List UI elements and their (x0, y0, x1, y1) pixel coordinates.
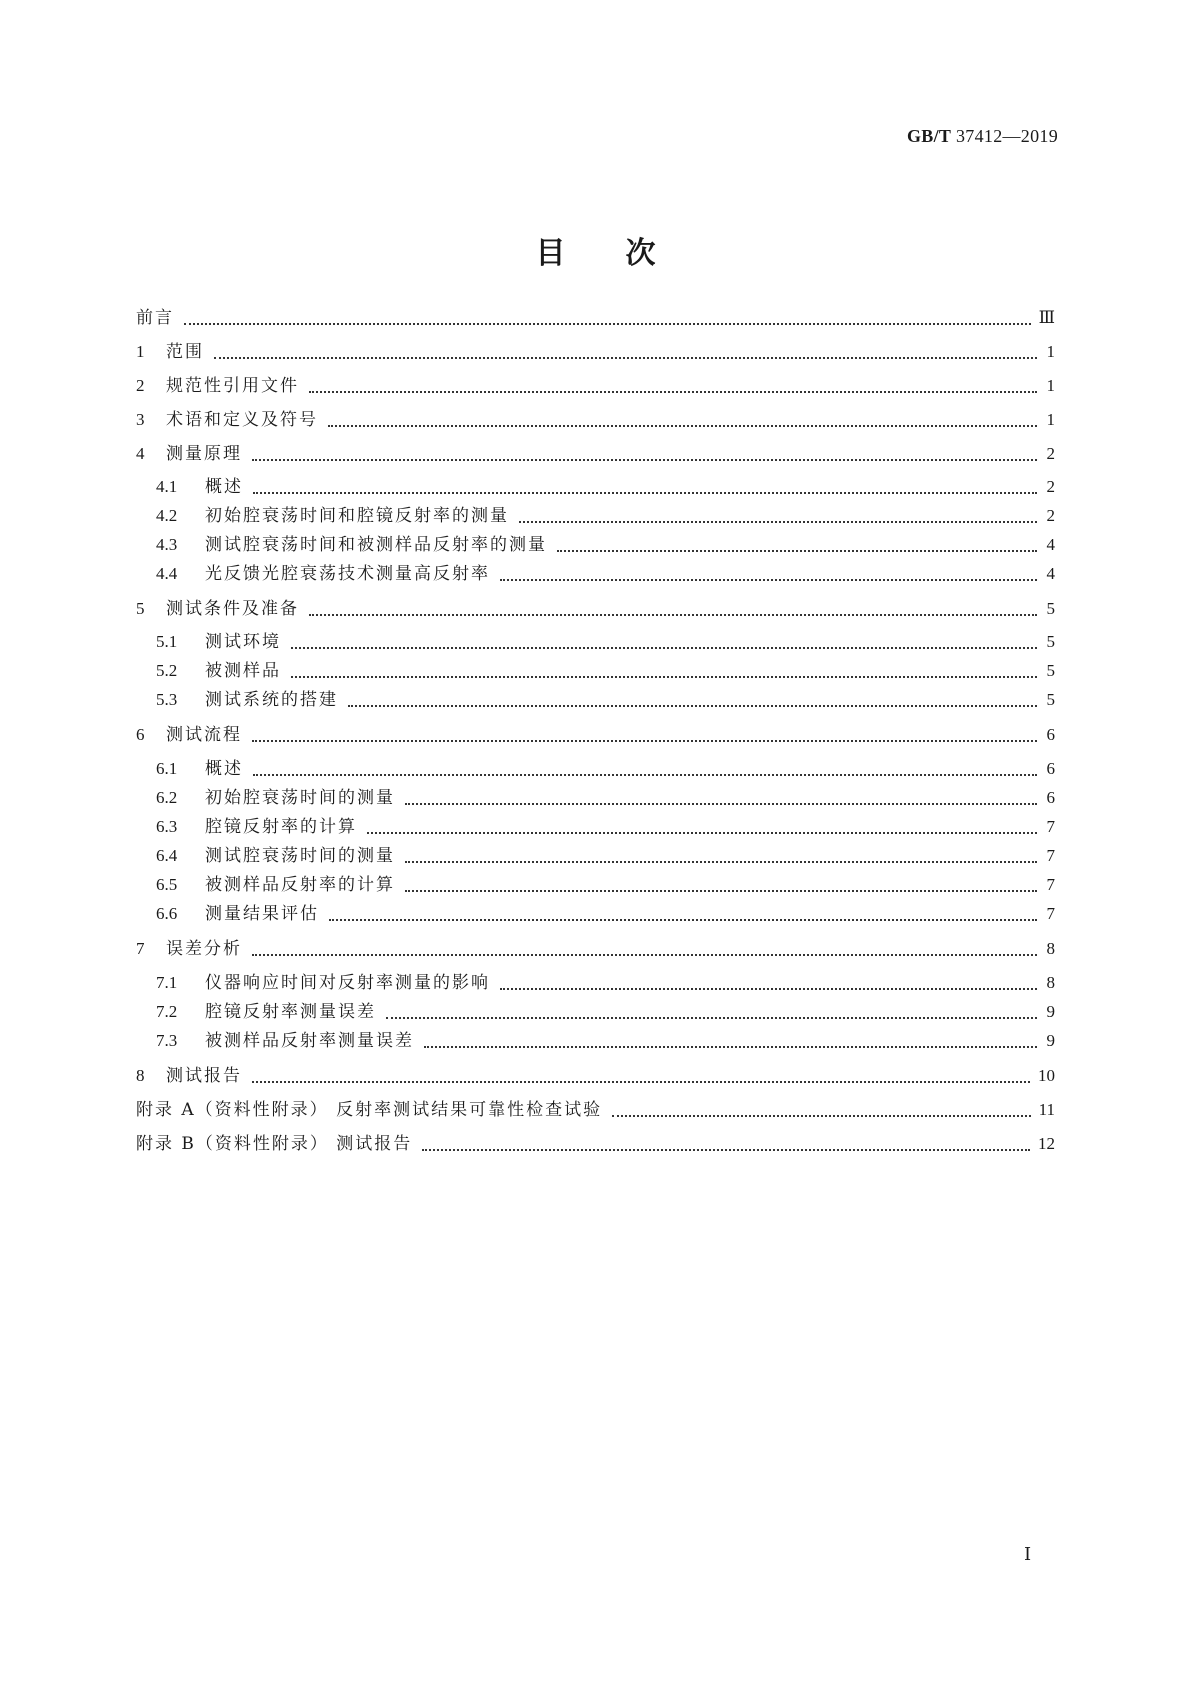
toc-entry[interactable] (136, 1063, 1055, 1089)
toc-entry[interactable] (156, 1028, 1055, 1054)
toc-entry[interactable] (156, 814, 1055, 840)
toc-leader-dots (252, 1080, 1030, 1083)
toc-entry-page: 9 (1046, 1002, 1055, 1021)
toc-entry[interactable] (156, 970, 1055, 996)
toc-entry[interactable] (136, 1131, 1055, 1157)
toc-entry-page: 7 (1046, 875, 1055, 894)
toc-entry-page: 10 (1038, 1066, 1055, 1085)
toc-entry-label: 规范性引用文件 (166, 376, 299, 396)
toc-entry-page: 1 (1046, 342, 1055, 361)
toc-entry-number: 6.1 (156, 759, 178, 778)
toc-leader-dots (348, 704, 1037, 707)
toc-entry-label: 测试报告 (166, 1066, 242, 1086)
toc-entry[interactable] (156, 785, 1055, 811)
toc-entry-label: 腔镜反射率的计算 (205, 817, 357, 837)
toc-entry-page: 7 (1046, 817, 1055, 836)
toc-entry-label: 测量结果评估 (205, 904, 319, 924)
toc-leader-dots (252, 739, 1037, 742)
toc-entry-number: 4.2 (156, 506, 178, 525)
page-title: 目次 (535, 236, 716, 271)
footer-page-number: Ⅰ (1024, 1544, 1032, 1564)
toc-entry-page: 5 (1046, 599, 1055, 618)
toc-leader-dots (519, 520, 1037, 523)
standard-code (907, 126, 1058, 147)
toc-entry-page: 4 (1046, 535, 1055, 554)
toc-entry-label: 附录 A（资料性附录） 反射率测试结果可靠性检查试验 (136, 1100, 603, 1120)
toc-entry-page: 5 (1046, 661, 1055, 680)
toc-entry-label: 被测样品反射率的计算 (205, 875, 395, 895)
toc-entry-page: 5 (1046, 690, 1055, 709)
toc-entry-page: 9 (1046, 1031, 1055, 1050)
toc-entry[interactable] (156, 532, 1055, 558)
toc-entry-page: 6 (1046, 788, 1055, 807)
toc-entry-page: 6 (1046, 759, 1055, 778)
toc-leader-dots (422, 1148, 1030, 1151)
toc-leader-dots (329, 918, 1037, 921)
toc-leader-dots (612, 1114, 1031, 1117)
toc-entry[interactable] (136, 339, 1055, 365)
toc-entry-page: 8 (1046, 973, 1055, 992)
toc-leader-dots (328, 424, 1037, 427)
standard-code-number: 37412—2019 (956, 126, 1058, 146)
toc-entry-label: 附录 B（资料性附录） 测试报告 (136, 1134, 413, 1154)
toc-entry-number: 7.1 (156, 973, 178, 992)
toc-entry[interactable] (136, 596, 1055, 622)
toc-leader-dots (309, 613, 1037, 616)
toc-entry-page: Ⅲ (1038, 308, 1055, 327)
toc-leader-dots (252, 953, 1037, 956)
toc-entry-page: 12 (1038, 1134, 1055, 1153)
toc-entry-label: 术语和定义及符号 (166, 410, 318, 430)
toc-entry[interactable] (136, 305, 1055, 331)
toc-leader-dots (500, 987, 1037, 990)
toc-leader-dots (291, 675, 1037, 678)
toc-leader-dots (386, 1016, 1037, 1019)
toc-entry-label: 测试腔衰荡时间和被测样品反射率的测量 (205, 535, 547, 555)
toc-entry-label: 光反馈光腔衰荡技术测量高反射率 (205, 564, 490, 584)
toc-entry-label: 腔镜反射率测量误差 (205, 1002, 376, 1022)
toc-entry-number: 4.1 (156, 477, 178, 496)
toc-entry-label: 测试系统的搭建 (205, 690, 338, 710)
toc-entry-page: 7 (1046, 846, 1055, 865)
toc-entry-page: 6 (1046, 725, 1055, 744)
toc-entry-page: 2 (1046, 444, 1055, 463)
toc-entry-number: 5.2 (156, 661, 178, 680)
toc-entry-page: 1 (1046, 376, 1055, 395)
toc-entry-number: 6 (136, 725, 145, 744)
toc-entry-label: 被测样品反射率测量误差 (205, 1031, 414, 1051)
toc-entry-page: 2 (1046, 506, 1055, 525)
toc-leader-dots (253, 773, 1037, 776)
toc-entry-label: 测试条件及准备 (166, 599, 299, 619)
toc-entry-page: 8 (1046, 939, 1055, 958)
toc-entry-label: 概述 (205, 477, 243, 497)
toc-entry-page: 2 (1046, 477, 1055, 496)
toc-leader-dots (214, 356, 1037, 359)
toc-entry-page: 1 (1046, 410, 1055, 429)
toc-entry-label: 测试流程 (166, 725, 242, 745)
toc-leader-dots (309, 390, 1037, 393)
toc-entry-page: 11 (1038, 1100, 1055, 1119)
toc-entry-label: 初始腔衰荡时间和腔镜反射率的测量 (205, 506, 509, 526)
toc-entry[interactable] (156, 756, 1055, 782)
toc-entry[interactable] (136, 407, 1055, 433)
toc-entry-label: 测试腔衰荡时间的测量 (205, 846, 395, 866)
standard-code-prefix: GB/T (906, 126, 952, 146)
toc-entry[interactable] (156, 658, 1055, 684)
toc-entry-number: 5.1 (156, 632, 178, 651)
toc-leader-dots (253, 491, 1037, 494)
toc-leader-dots (367, 831, 1037, 834)
toc-entry[interactable] (156, 687, 1055, 713)
toc-entry-label: 误差分析 (166, 939, 242, 959)
toc-entry-page: 7 (1046, 904, 1055, 923)
toc-entry-number: 6.3 (156, 817, 178, 836)
toc-entry[interactable] (156, 474, 1055, 500)
toc-entry-number: 4.3 (156, 535, 178, 554)
toc-entry-number: 1 (136, 342, 145, 361)
toc-entry[interactable] (136, 441, 1055, 467)
toc-entry-number: 5.3 (156, 690, 178, 709)
toc-entry[interactable] (136, 936, 1055, 962)
toc-entry[interactable] (156, 999, 1055, 1025)
toc-entry-number: 6.4 (156, 846, 178, 865)
toc-entry-number: 8 (136, 1066, 145, 1085)
toc-entry-number: 4 (136, 444, 145, 463)
toc-entry-label: 初始腔衰荡时间的测量 (205, 788, 395, 808)
toc-leader-dots (405, 860, 1037, 863)
toc-entry-label: 测量原理 (166, 444, 242, 464)
toc-entry-label: 被测样品 (205, 661, 281, 681)
toc-leader-dots (405, 889, 1037, 892)
toc-entry-number: 6.2 (156, 788, 178, 807)
toc-entry-label: 范围 (166, 342, 204, 362)
toc-entry[interactable] (156, 503, 1055, 529)
toc-entry-label: 测试环境 (205, 632, 281, 652)
toc-leader-dots (424, 1045, 1037, 1048)
toc-entry-number: 4.4 (156, 564, 178, 583)
toc-entry-page: 4 (1046, 564, 1055, 583)
toc-leader-dots (500, 578, 1037, 581)
toc-leader-dots (557, 549, 1037, 552)
toc-entry[interactable] (136, 1097, 1055, 1123)
toc-entry-number: 6.5 (156, 875, 178, 894)
toc-entry-number: 7 (136, 939, 145, 958)
toc-leader-dots (184, 322, 1031, 325)
toc-entry-number: 7.2 (156, 1002, 178, 1021)
toc-entry-number: 5 (136, 599, 145, 618)
toc-entry[interactable] (156, 872, 1055, 898)
toc-entry[interactable] (156, 629, 1055, 655)
toc-entry-number: 3 (136, 410, 145, 429)
toc-leader-dots (252, 458, 1037, 461)
toc-leader-dots (291, 646, 1037, 649)
toc-entry[interactable] (156, 561, 1055, 587)
toc-leader-dots (405, 802, 1037, 805)
toc-entry[interactable] (156, 843, 1055, 869)
toc-entry[interactable] (156, 901, 1055, 927)
toc-entry-number: 6.6 (156, 904, 178, 923)
toc-entry-label: 前言 (136, 308, 174, 328)
toc-entry-number: 2 (136, 376, 145, 395)
toc-entry-number: 7.3 (156, 1031, 178, 1050)
toc-entry-label: 仪器响应时间对反射率测量的影响 (205, 973, 490, 993)
toc-entry-page: 5 (1046, 632, 1055, 651)
toc-entry[interactable] (136, 722, 1055, 748)
toc-entry-label: 概述 (205, 759, 243, 779)
toc-entry[interactable] (136, 373, 1055, 399)
